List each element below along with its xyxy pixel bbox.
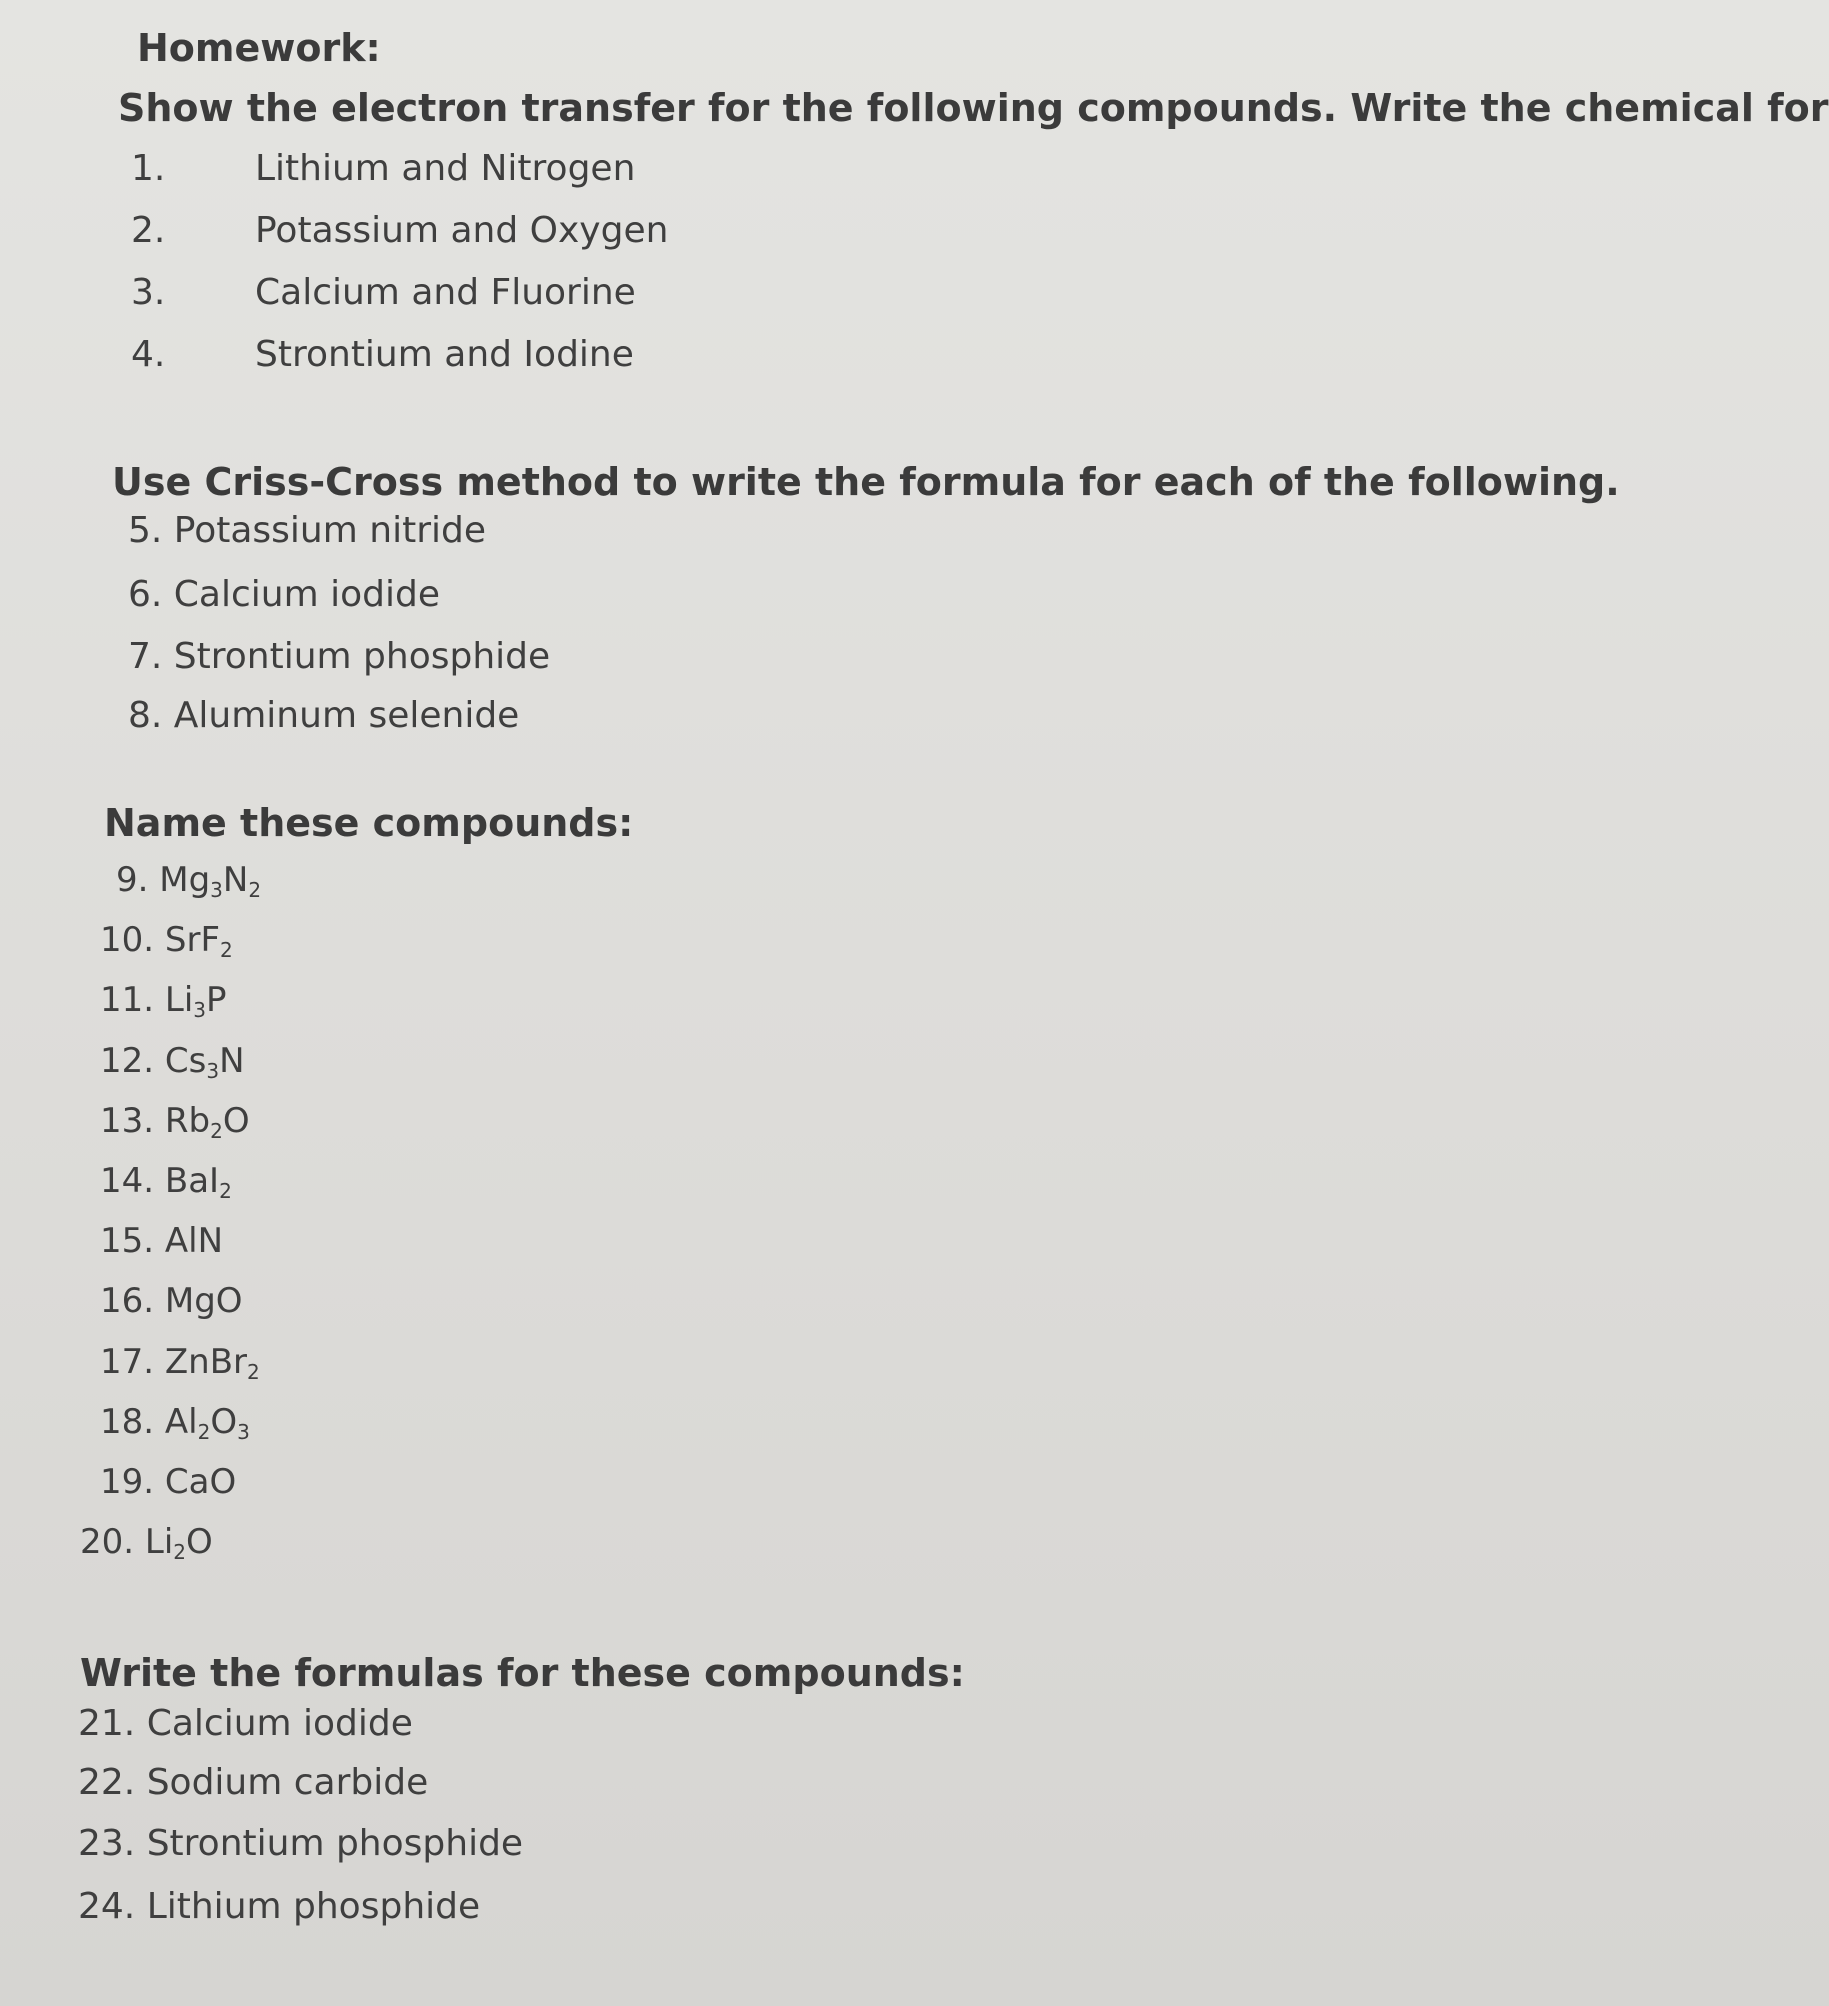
- chemical-formula: [165, 980, 227, 1020]
- item-number: 2.: [131, 210, 166, 251]
- formula-subscript: 2: [220, 938, 233, 962]
- item-number: 4.: [131, 334, 166, 375]
- compound-item: [100, 920, 233, 962]
- item-text: Calcium and Fluorine: [255, 272, 636, 313]
- compound-item: [100, 1462, 236, 1502]
- formula-symbol: Rb: [164, 1101, 211, 1141]
- section1-instruction: Show the electron transfer for the following compounds. Write the chemical for: [118, 86, 1829, 130]
- formula-symbol: O: [222, 1101, 250, 1141]
- item-text: Strontium and Iodine: [255, 334, 634, 375]
- formula-subscript: 3: [237, 1420, 250, 1444]
- formula-symbol: Al: [164, 1402, 198, 1442]
- section2-instruction: Use Criss-Cross method to write the formula for each of the following.: [112, 460, 1620, 504]
- chemical-formula: [165, 1161, 232, 1201]
- item-number: 14.: [100, 1161, 165, 1201]
- section1-item: [131, 272, 636, 313]
- item-number: 19.: [100, 1462, 165, 1502]
- formula-symbol: O: [186, 1522, 213, 1562]
- formula-symbol: Mg: [159, 860, 211, 900]
- formula-subscript: 2: [247, 1360, 260, 1384]
- formula-symbol: Li: [164, 980, 194, 1020]
- formula-symbol: BaI: [164, 1161, 220, 1201]
- item-number: 9.: [116, 860, 160, 900]
- item-number: 15.: [100, 1221, 165, 1261]
- item-number: 12.: [100, 1041, 165, 1081]
- compound-item: [100, 1342, 260, 1384]
- compound-item: [100, 1402, 250, 1444]
- item-number: 1.: [131, 148, 166, 189]
- item-number: 20.: [80, 1522, 145, 1562]
- formula-subscript: 2: [210, 1119, 223, 1143]
- formula-symbol: O: [210, 1402, 238, 1442]
- section2-item: 7. Strontium phosphide: [128, 636, 551, 677]
- chemical-formula: [165, 1101, 250, 1141]
- formula-subscript: 3: [193, 998, 207, 1022]
- formula-symbol: N: [219, 1041, 245, 1081]
- chemical-formula: [165, 1342, 260, 1382]
- compound-item: [100, 1101, 250, 1143]
- formula-subscript: 3: [206, 1059, 220, 1083]
- item-number: 17.: [100, 1342, 165, 1382]
- item-number: 3.: [131, 272, 166, 313]
- section4-item: 23. Strontium phosphide: [78, 1823, 524, 1864]
- chemical-formula: [165, 920, 233, 960]
- chemical-formula: [145, 1522, 213, 1562]
- compound-item: [116, 860, 261, 902]
- section4-item: 22. Sodium carbide: [78, 1762, 429, 1803]
- formula-symbol: P: [206, 980, 227, 1020]
- formula-subscript: 2: [219, 1179, 232, 1203]
- section2-item: 5. Potassium nitride: [128, 510, 486, 551]
- section4-item: 21. Calcium iodide: [78, 1703, 413, 1744]
- formula-subscript: 2: [248, 878, 262, 902]
- section3-instruction: Name these compounds:: [104, 801, 634, 845]
- chemical-formula: [159, 860, 261, 900]
- page-title: Homework:: [137, 26, 381, 70]
- formula-symbol: AlN: [164, 1221, 224, 1261]
- item-number: 18.: [100, 1402, 165, 1442]
- formula-symbol: Cs: [164, 1041, 207, 1081]
- chemical-formula: [165, 1402, 250, 1442]
- item-number: 11.: [100, 980, 165, 1020]
- item-number: 13.: [100, 1101, 165, 1141]
- compound-item: [100, 1281, 243, 1321]
- chemical-formula: [165, 1041, 245, 1081]
- item-number: 10.: [100, 920, 165, 960]
- section1-item: [131, 210, 668, 251]
- item-number: 16.: [100, 1281, 165, 1321]
- compound-item: [100, 1161, 232, 1203]
- compound-item: [80, 1522, 213, 1564]
- compound-item: [100, 1221, 223, 1261]
- section1-item: [131, 334, 634, 375]
- chemical-formula: [165, 1221, 223, 1261]
- item-text: Lithium and Nitrogen: [255, 148, 636, 189]
- section4-instruction: Write the formulas for these compounds:: [80, 1651, 965, 1695]
- chemical-formula: [165, 1281, 243, 1321]
- formula-subscript: 3: [210, 878, 223, 902]
- formula-symbol: ZnBr: [164, 1342, 248, 1382]
- section4-item: 24. Lithium phosphide: [78, 1886, 481, 1927]
- formula-symbol: CaO: [164, 1462, 237, 1502]
- section2-item: 8. Aluminum selenide: [128, 695, 520, 736]
- section2-item: 6. Calcium iodide: [128, 574, 440, 615]
- compound-item: [100, 1041, 245, 1083]
- compound-item: [100, 980, 227, 1022]
- section1-item: [131, 148, 635, 189]
- formula-subscript: 2: [173, 1540, 187, 1564]
- formula-symbol: SrF: [164, 920, 221, 960]
- formula-symbol: Li: [144, 1522, 174, 1562]
- formula-subscript: 2: [197, 1420, 211, 1444]
- chemical-formula: [165, 1462, 236, 1502]
- item-text: Potassium and Oxygen: [255, 210, 669, 251]
- formula-symbol: N: [222, 860, 249, 900]
- formula-symbol: MgO: [164, 1281, 243, 1321]
